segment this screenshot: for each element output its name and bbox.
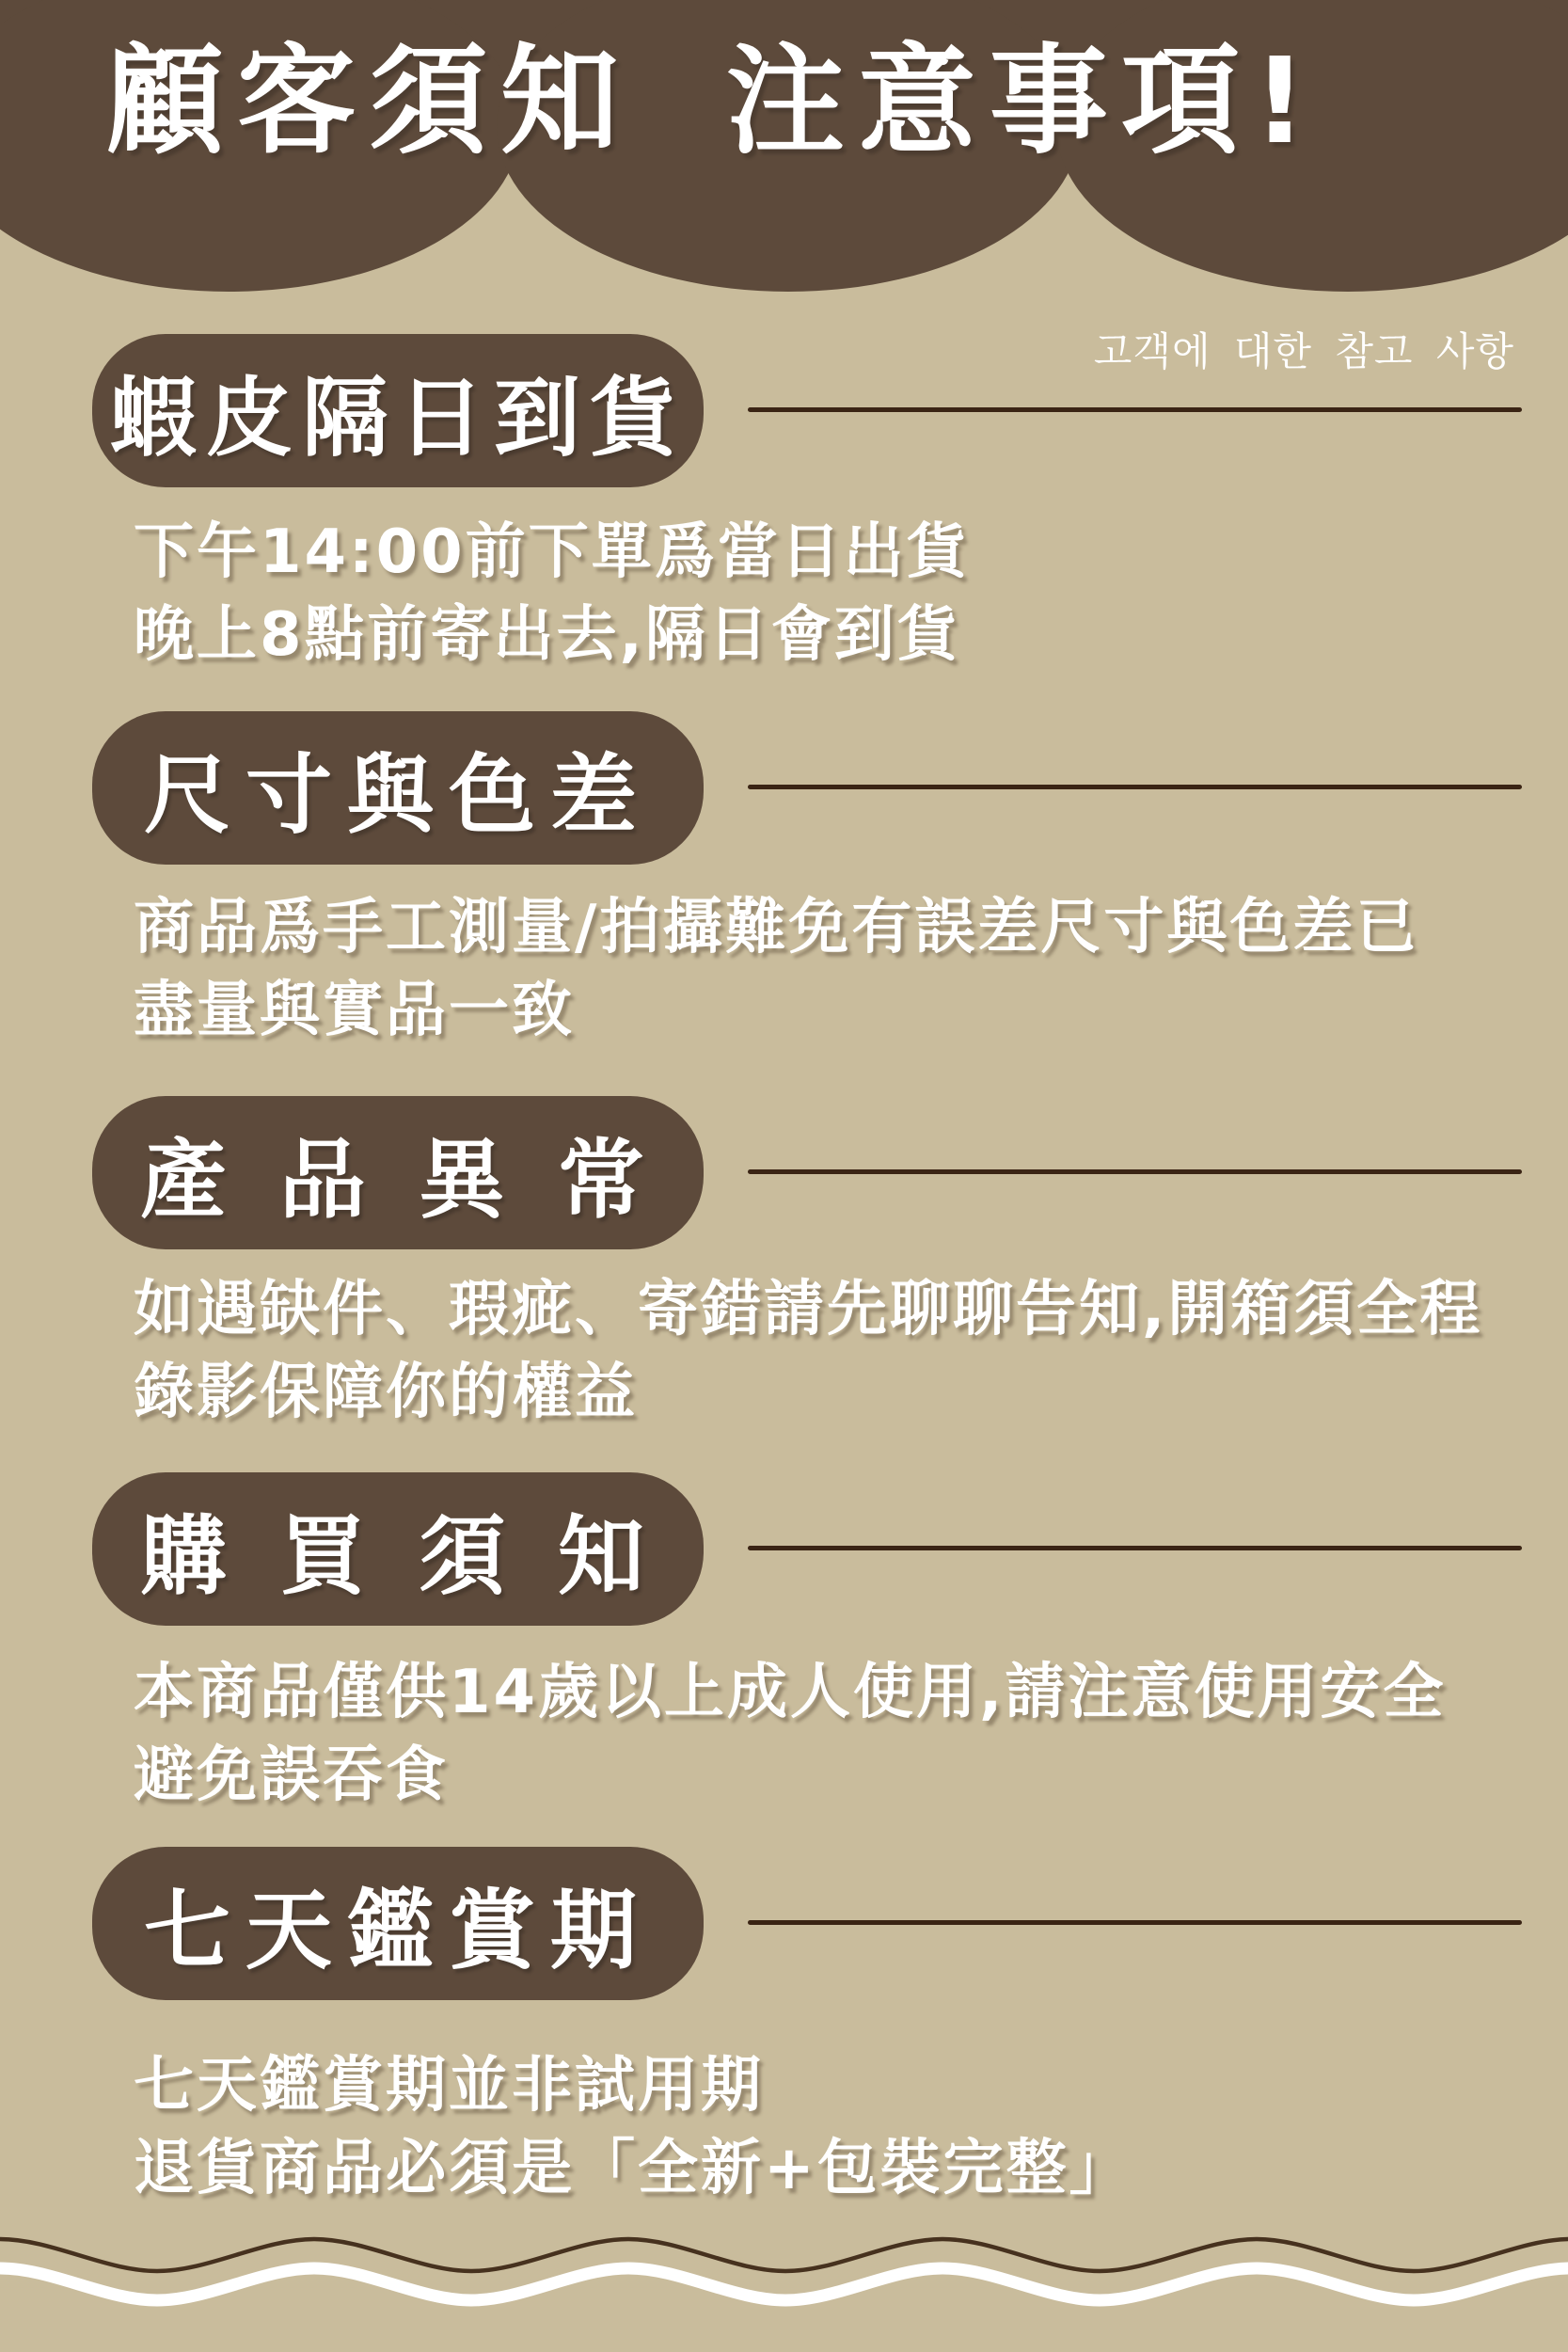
section-badge-label: 購 買 須 知 — [139, 1505, 657, 1607]
section-divider-line — [748, 1169, 1522, 1174]
section-body — [134, 511, 1526, 676]
section-body-line: 盡量與實品一致 — [134, 976, 575, 1045]
section-divider-line — [748, 407, 1522, 412]
section-body-line: 避免誤吞食 — [134, 1740, 449, 1810]
section-badge-label: 尺寸與色差 — [143, 744, 652, 846]
korean-subtitle: 고객에 대한 참고 사항 — [1093, 328, 1514, 374]
section-badge — [92, 1472, 704, 1626]
section-body-line: 下午14:00前下單爲當日出貨 — [134, 517, 970, 587]
section-body — [134, 1268, 1526, 1434]
page-title: 顧客須知 注意事項! — [105, 32, 1321, 170]
section-body-line: 錄影保障你的權益 — [134, 1358, 638, 1427]
footer-wave-decoration — [0, 2216, 1568, 2352]
section-badge — [92, 1096, 704, 1249]
section-badge — [92, 711, 704, 865]
section-body — [134, 1651, 1526, 1817]
section-badge-label: 七天鑑賞期 — [143, 1880, 652, 1981]
section-body-line: 商品爲手工測量/拍攝難免有誤差尺寸與色差已 — [134, 893, 1419, 962]
section-body-line: 如遇缺件、瑕疵、寄錯請先聊聊告知,開箱須全程 — [134, 1275, 1483, 1344]
section-badge — [92, 1847, 704, 2000]
section-body-line: 七天鑑賞期並非試用期 — [134, 2051, 764, 2121]
section-body-line: 本商品僅供14歲以上成人使用,請注意使用安全 — [134, 1658, 1447, 1727]
section-divider-line — [748, 1920, 1522, 1925]
section-badge-label: 產 品 異 常 — [139, 1129, 657, 1231]
section-body-line: 退貨商品必須是「全新+包裝完整」 — [134, 2134, 1132, 2203]
section-body-line: 晚上8點前寄出去,隔日會到貨 — [134, 600, 960, 670]
section-body — [134, 886, 1526, 1052]
section-badge-label: 蝦皮隔日到貨 — [109, 367, 686, 469]
section-body — [134, 2044, 1526, 2210]
section-divider-line — [748, 785, 1522, 789]
section-badge — [92, 334, 704, 487]
section-divider-line — [748, 1546, 1522, 1550]
